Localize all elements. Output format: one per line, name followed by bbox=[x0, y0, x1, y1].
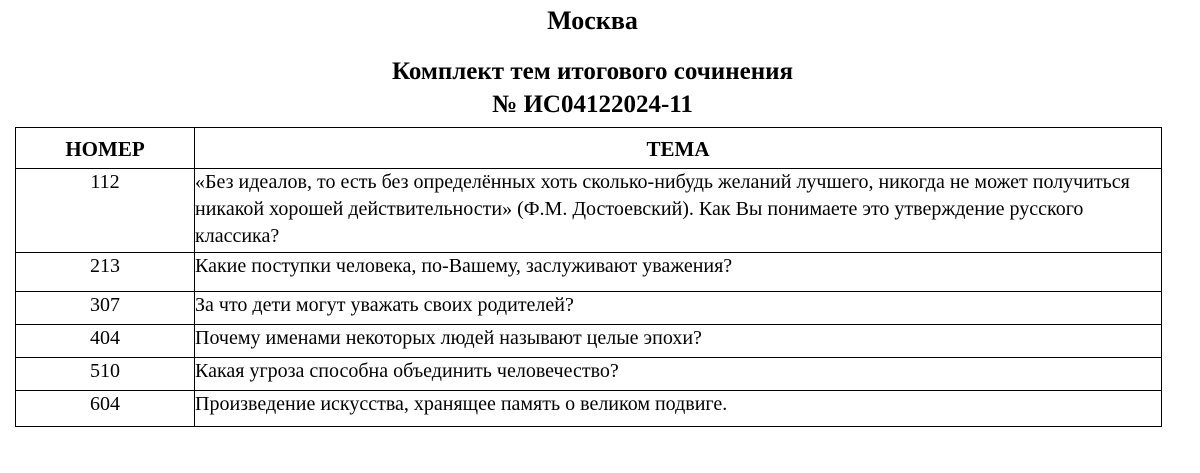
topic-number: 307 bbox=[16, 292, 195, 325]
table-row bbox=[16, 253, 1162, 292]
document-title: Комплект тем итогового сочинения bbox=[391, 58, 794, 85]
topic-text: «Без идеалов, то есть без определённых хоть сколько-нибудь желаний лучшего, никогда не может получиться никакой хорошей действительности» (Ф.М. Достоевский). Как Вы понимаете это утверждение русского классика? bbox=[195, 169, 1162, 253]
table-row bbox=[16, 391, 1162, 427]
topic-number: 604 bbox=[16, 391, 195, 427]
topic-number: 510 bbox=[16, 358, 195, 391]
set-number: № ИС04122024-11 bbox=[492, 91, 693, 118]
table-header-row bbox=[16, 128, 1162, 169]
table-row bbox=[16, 325, 1162, 358]
table-row bbox=[16, 169, 1162, 253]
column-header-topic: ТЕМА bbox=[195, 128, 1162, 169]
topics-table bbox=[15, 127, 1162, 427]
topic-number: 213 bbox=[16, 253, 195, 292]
topic-text: Произведение искусства, хранящее память о великом подвиге. bbox=[195, 391, 1162, 427]
table-row bbox=[16, 292, 1162, 325]
city-heading: Москва bbox=[547, 6, 638, 35]
column-header-number: НОМЕР bbox=[16, 128, 195, 169]
topic-text: Какая угроза способна объединить человечество? bbox=[195, 358, 1162, 391]
topic-text: Какие поступки человека, по-Вашему, заслуживают уважения? bbox=[195, 253, 1162, 292]
table-row bbox=[16, 358, 1162, 391]
topic-text: Почему именами некоторых людей называют целые эпохи? bbox=[195, 325, 1162, 358]
topic-number: 404 bbox=[16, 325, 195, 358]
topic-number: 112 bbox=[16, 169, 195, 253]
topic-text: За что дети могут уважать своих родителей? bbox=[195, 292, 1162, 325]
